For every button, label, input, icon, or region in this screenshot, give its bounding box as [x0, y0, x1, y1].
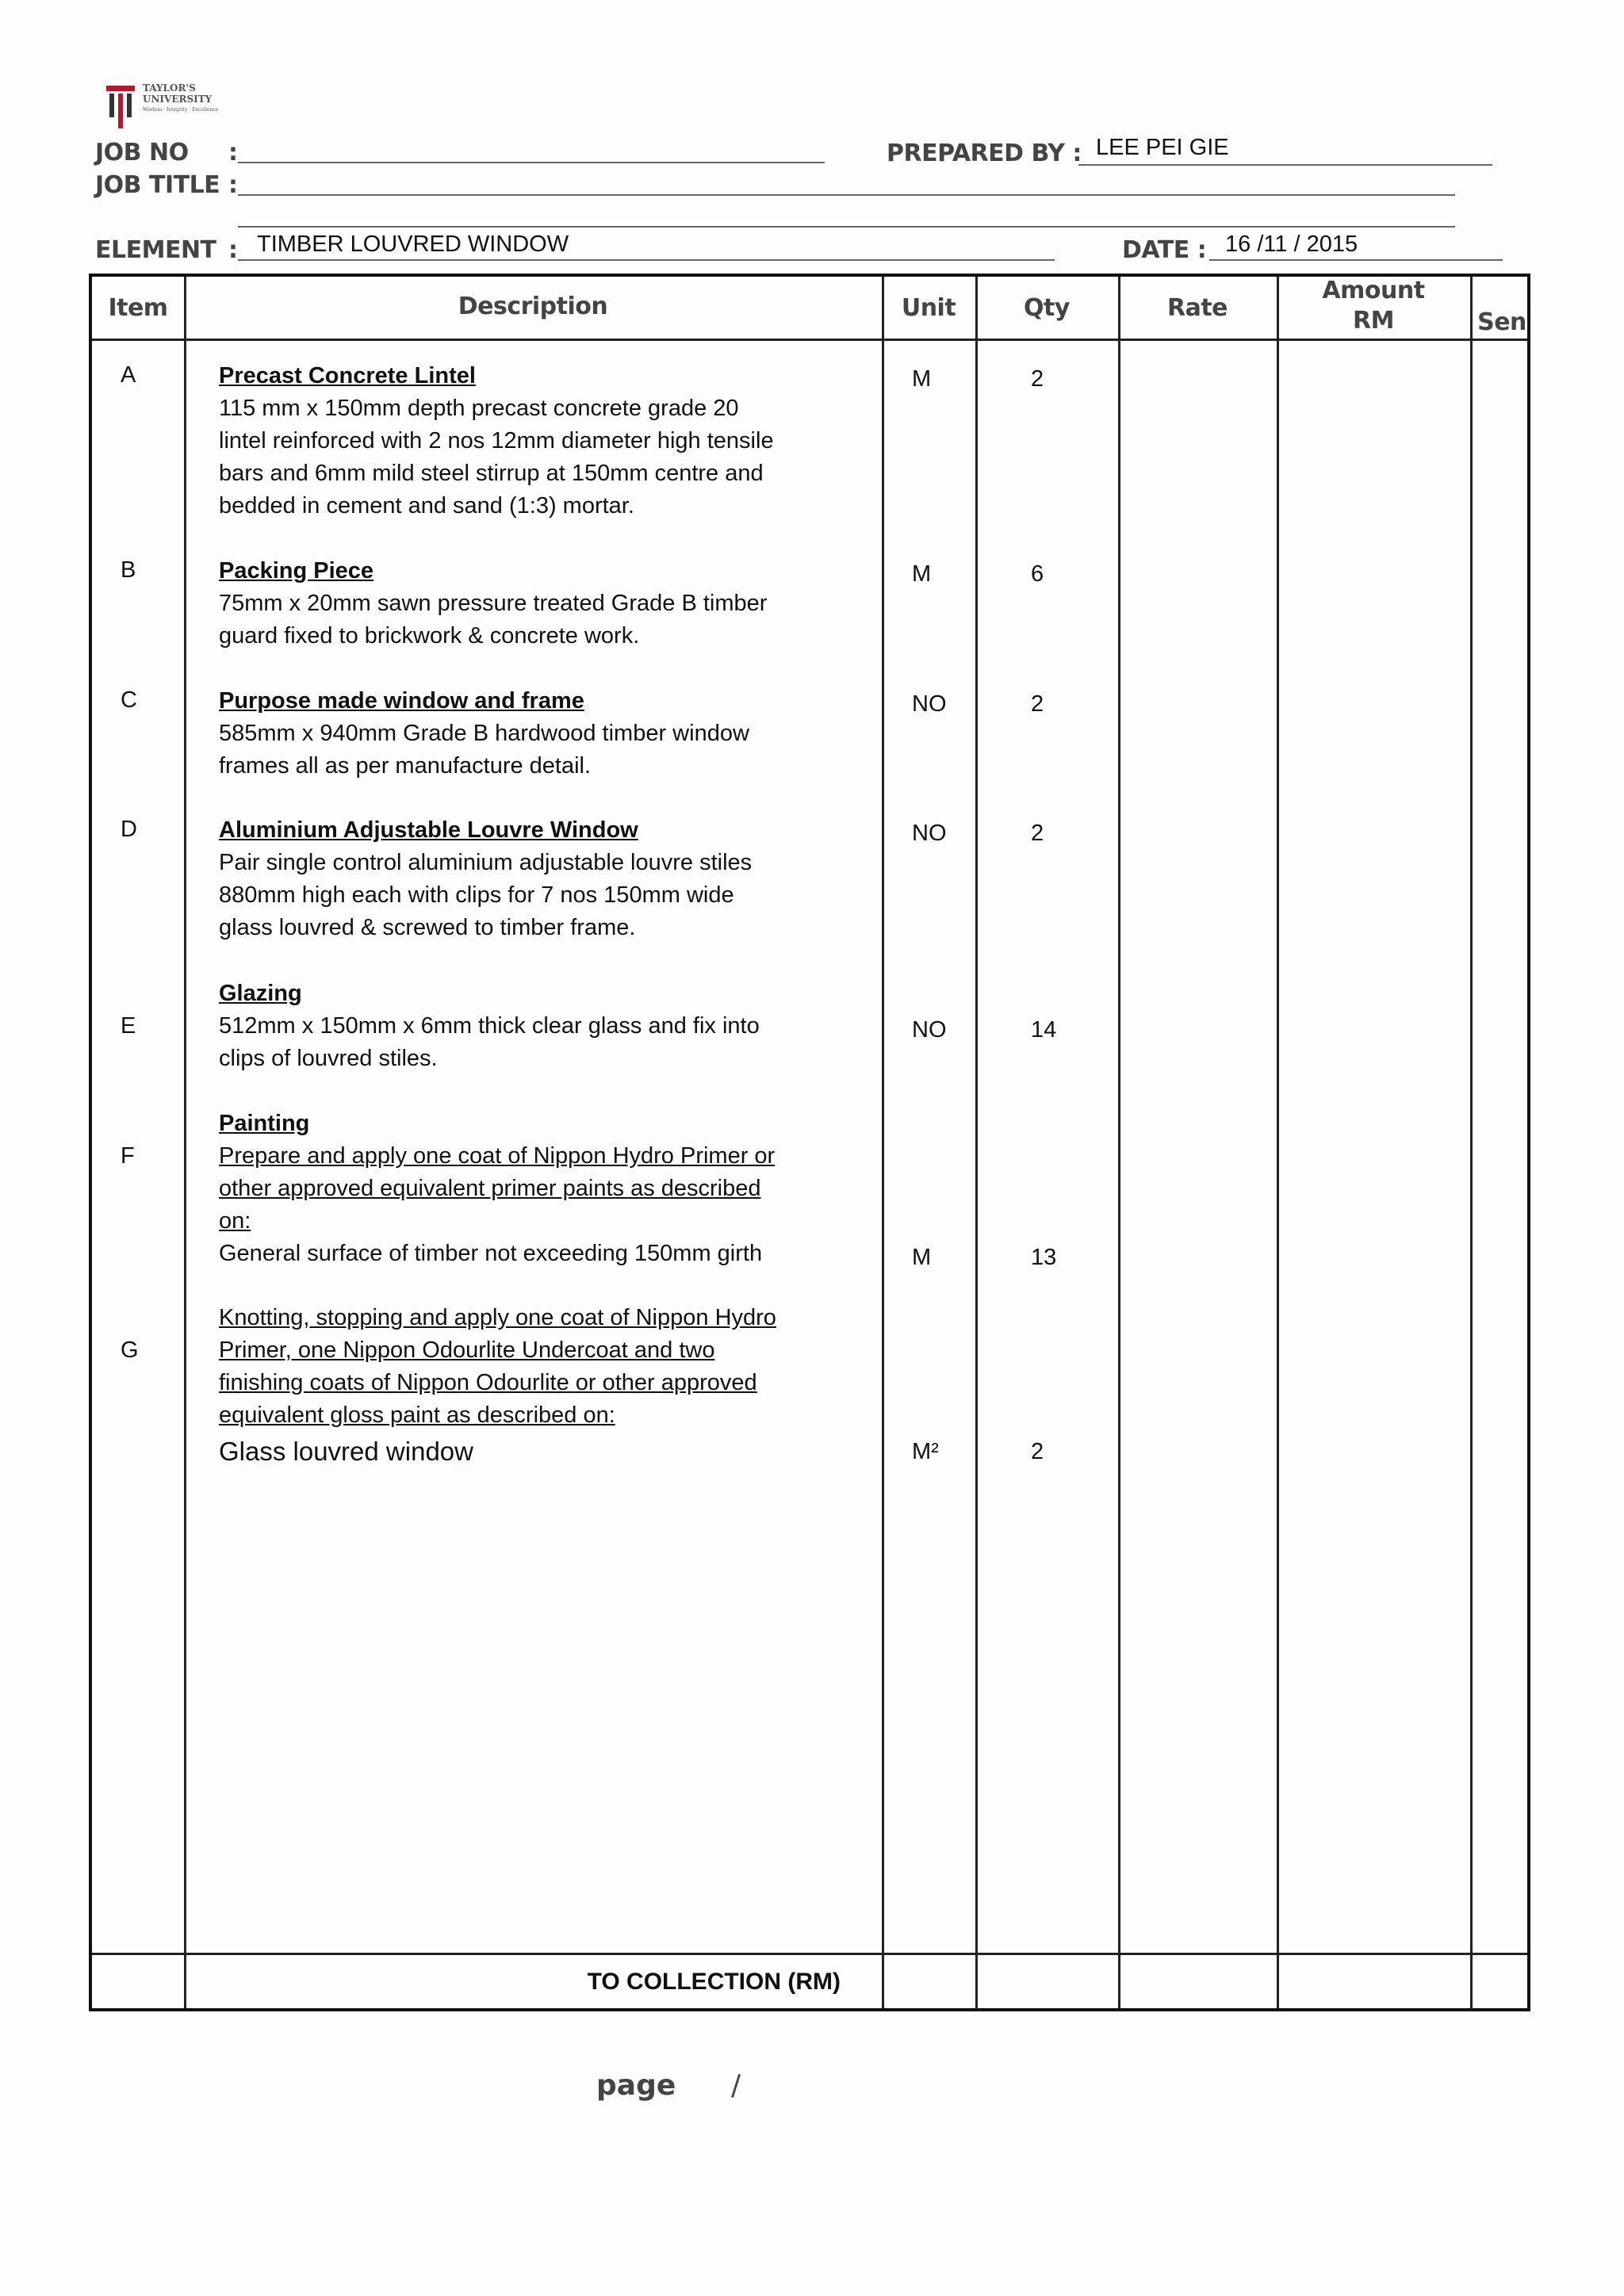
- row-item-code: C: [121, 687, 137, 713]
- job-title-colon: :: [228, 171, 238, 199]
- row-item-code: G: [121, 1337, 139, 1363]
- row-text: 585mm x 940mm Grade B hardwood timber window: [219, 721, 749, 746]
- row-text: clips of louvred stiles.: [219, 1046, 438, 1071]
- prepared-by-field[interactable]: [1078, 164, 1492, 166]
- row-heading: Packing Piece: [219, 558, 374, 584]
- job-title-field[interactable]: [238, 194, 1455, 196]
- row-description: [219, 1302, 837, 1468]
- row-item-code: D: [121, 817, 137, 842]
- row-qty: 6: [1031, 561, 1044, 587]
- row-text: Primer, one Nippon Odourlite Undercoat and two: [219, 1337, 715, 1363]
- row-description: [219, 360, 837, 522]
- column-header-unit: Unit: [901, 294, 956, 322]
- logo-line-3: Wisdom · Integrity · Excellence: [143, 107, 219, 113]
- row-text: bars and 6mm mild steel stirrup at 150mm centre and: [219, 461, 764, 486]
- job-no-field[interactable]: [238, 162, 825, 163]
- row-text: glass louvred & screwed to timber frame.: [219, 915, 636, 940]
- element-value: TIMBER LOUVRED WINDOW: [257, 232, 569, 257]
- column-divider: [1118, 277, 1120, 2008]
- column-header-amount-currency: RM: [1353, 307, 1394, 335]
- job-no-colon: :: [228, 139, 238, 166]
- row-text: Glass louvred window: [219, 1437, 473, 1466]
- row-text: lintel reinforced with 2 nos 12mm diameter high tensile: [219, 428, 774, 453]
- column-header-item: Item: [108, 294, 168, 322]
- column-divider: [184, 277, 186, 2008]
- row-text: Prepare and apply one coat of Nippon Hydro Primer or: [219, 1143, 776, 1169]
- logo-line-1: TAYLOR'S: [143, 82, 196, 94]
- row-unit: NO: [912, 821, 947, 846]
- logo-line-2: UNIVERSITY: [143, 94, 213, 105]
- date-field[interactable]: [1209, 259, 1503, 261]
- column-header-rate: Rate: [1166, 294, 1228, 322]
- row-text: 75mm x 20mm sawn pressure treated Grade B timber: [219, 591, 768, 616]
- page-label: page: [596, 2069, 676, 2102]
- row-text: 880mm high each with clips for 7 nos 150mm wide: [219, 882, 734, 908]
- element-field[interactable]: [238, 259, 1055, 261]
- row-heading: Aluminium Adjustable Louvre Window: [219, 817, 638, 843]
- row-qty: 13: [1031, 1245, 1057, 1270]
- date-label: DATE :: [1122, 236, 1207, 264]
- column-header-sen: Sen: [1477, 308, 1526, 336]
- column-divider: [1470, 277, 1473, 2008]
- row-text: other approved equivalent primer paints as described: [219, 1176, 761, 1201]
- prepared-by-label: PREPARED BY :: [887, 140, 1082, 167]
- row-text: on:: [219, 1208, 251, 1234]
- column-divider: [882, 277, 884, 2008]
- job-title-field-line-2[interactable]: [238, 226, 1455, 228]
- column-header-amount: Amount: [1322, 277, 1425, 304]
- page-number-separator: /: [731, 2069, 741, 2102]
- row-unit: M: [912, 1245, 932, 1270]
- row-text: frames all as per manufacture detail.: [219, 753, 592, 779]
- row-description: [219, 685, 837, 783]
- row-text: Knotting, stopping and apply one coat of Nippon Hydro: [219, 1305, 776, 1330]
- row-text: General surface of timber not exceeding 150mm girth: [219, 1241, 763, 1266]
- row-heading: Glazing: [219, 981, 302, 1006]
- row-heading: Painting: [219, 1111, 310, 1136]
- row-text: equivalent gloss paint as described on:: [219, 1402, 615, 1428]
- date-value: 16 /11 / 2015: [1225, 232, 1358, 257]
- row-qty: 2: [1031, 366, 1044, 392]
- row-item-code: B: [121, 557, 136, 583]
- job-title-label: JOB TITLE: [95, 171, 220, 199]
- row-text: 115 mm x 150mm depth precast concrete grade 20: [219, 396, 739, 421]
- column-divider: [975, 277, 978, 2008]
- column-divider: [1277, 277, 1279, 2008]
- row-qty: 2: [1031, 821, 1044, 846]
- row-qty: 14: [1031, 1017, 1057, 1043]
- row-unit: NO: [912, 691, 947, 717]
- row-heading: Precast Concrete Lintel: [219, 363, 476, 388]
- job-no-label: JOB NO: [95, 139, 189, 166]
- university-logo: [105, 81, 232, 136]
- logo-mark-icon: [105, 84, 136, 130]
- row-heading: Purpose made window and frame: [219, 688, 584, 714]
- row-unit: NO: [912, 1017, 947, 1043]
- header-divider: [92, 339, 1527, 341]
- prepared-by-value: LEE PEI GIE: [1096, 135, 1229, 160]
- row-text: finishing coats of Nippon Odourlite or other approved: [219, 1370, 757, 1395]
- element-label: ELEMENT: [95, 236, 216, 264]
- row-qty: 2: [1031, 691, 1044, 717]
- row-text: bedded in cement and sand (1:3) mortar.: [219, 493, 634, 519]
- row-text: guard fixed to brickwork & concrete work.: [219, 623, 640, 649]
- row-unit: M: [912, 561, 932, 587]
- row-unit: M: [912, 366, 932, 392]
- row-text: 512mm x 150mm x 6mm thick clear glass and fix into: [219, 1013, 760, 1039]
- element-colon: :: [228, 236, 238, 264]
- row-text: Pair single control aluminium adjustable louvre stiles: [219, 850, 753, 875]
- row-unit: M²: [912, 1439, 939, 1464]
- to-collection-label: TO COLLECTION (RM): [587, 1969, 841, 1995]
- row-description: [219, 1108, 837, 1270]
- row-item-code: A: [121, 362, 136, 388]
- footer-divider: [92, 1953, 1527, 1955]
- column-header-qty: Qty: [1024, 294, 1070, 322]
- column-header-description: Description: [458, 293, 608, 320]
- row-qty: 2: [1031, 1439, 1044, 1464]
- row-description: [219, 814, 837, 944]
- row-item-code: F: [121, 1143, 135, 1169]
- row-item-code: E: [121, 1013, 136, 1039]
- row-description: [219, 555, 837, 652]
- row-description: [219, 978, 837, 1075]
